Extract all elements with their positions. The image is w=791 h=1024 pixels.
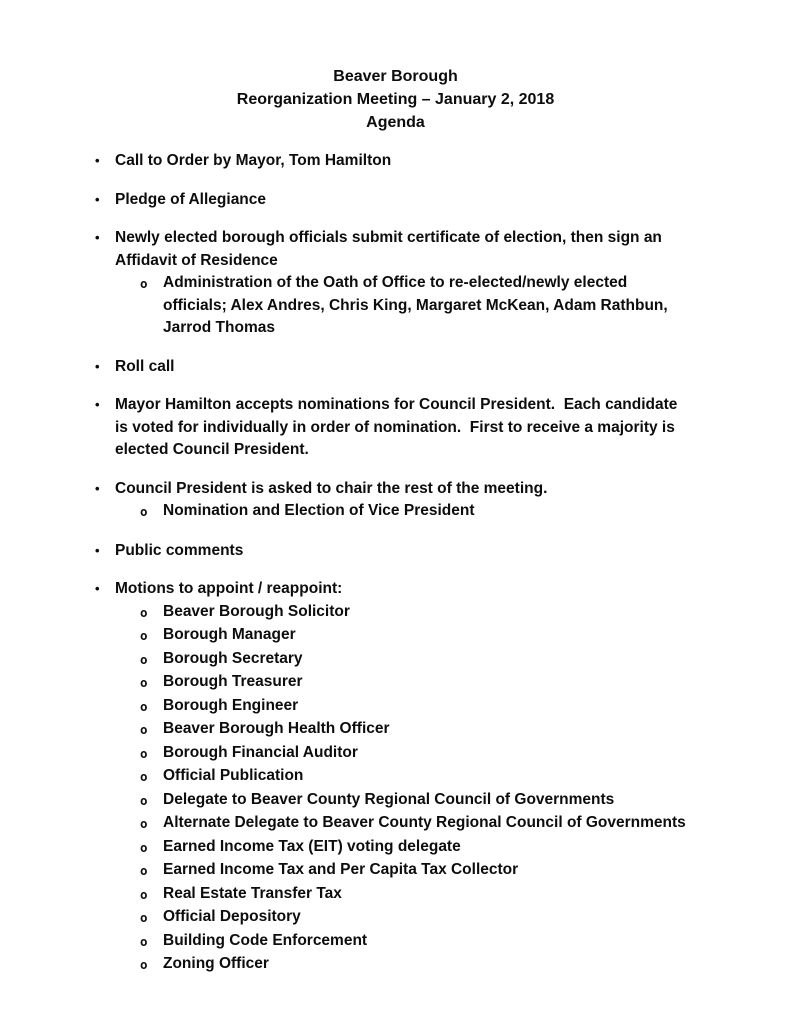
circle-bullet-icon: o — [140, 276, 148, 291]
agenda-subitem — [140, 953, 695, 977]
agenda-subitem-text: Building Code Enforcement — [163, 931, 368, 949]
bullet-icon: • — [95, 191, 100, 207]
agenda-subitem-text: Borough Manager — [163, 626, 296, 643]
agenda-subitem — [140, 624, 695, 648]
agenda-subitem-text: Beaver Borough Health Officer — [163, 720, 390, 737]
agenda-subitem-text: Borough Secretary — [163, 649, 303, 667]
agenda-subitem — [140, 765, 695, 789]
agenda-subitem — [140, 906, 695, 930]
circle-bullet-icon: o — [140, 792, 148, 808]
agenda-subitem-text: Earned Income Tax (EIT) voting delegate — [163, 837, 461, 855]
agenda-subitem — [140, 836, 695, 860]
agenda-item-text: Call to Order by Mayor, Tom Hamilton — [115, 152, 392, 169]
bullet-icon: • — [95, 480, 100, 496]
circle-bullet-icon: o — [140, 504, 148, 519]
agenda-subitem — [140, 742, 695, 766]
bullet-icon: • — [95, 358, 100, 374]
title-line-meeting-date: Reorganization Meeting – January 2, 2018 — [236, 91, 555, 108]
circle-bullet-icon: o — [140, 910, 148, 925]
agenda-subitem — [140, 272, 695, 340]
agenda-item-text: Roll call — [115, 357, 175, 375]
agenda-subitem — [140, 812, 695, 836]
agenda-subitem-text: Alternate Delegate to Beaver County Regional Council of Governments — [163, 814, 686, 831]
circle-bullet-icon: o — [140, 675, 148, 690]
agenda-subitem-text: Beaver Borough Solicitor — [163, 602, 350, 620]
bullet-icon: • — [95, 153, 100, 168]
agenda-subitem — [140, 648, 695, 672]
agenda-subitem — [140, 718, 695, 742]
circle-bullet-icon: o — [140, 957, 148, 972]
agenda-subitem-text: Official Publication — [163, 767, 304, 784]
agenda-item — [95, 227, 695, 272]
circle-bullet-icon: o — [140, 933, 148, 949]
agenda-subitem-text: Zoning Officer — [163, 955, 269, 972]
circle-bullet-icon: o — [140, 745, 148, 761]
agenda-subitem-text: Borough Treasurer — [163, 673, 303, 690]
circle-bullet-icon: o — [140, 886, 148, 902]
agenda-item — [95, 578, 695, 601]
agenda-subitem-text: Administration of the Oath of Office to re-elected/newly elected officials; Alex Andres, Chris King, Margaret McKean, Adam Rathbun, Jarrod Thomas — [163, 274, 673, 336]
agenda-subitem-text: Borough Financial Auditor — [163, 743, 358, 761]
agenda-item-text: Motions to appoint / reappoint: — [115, 580, 343, 597]
agenda-item-text: Council President is asked to chair the rest of the meeting. — [115, 479, 548, 497]
agenda-item — [95, 478, 695, 501]
agenda-subitem — [140, 883, 695, 907]
agenda-item-text: Pledge of Allegiance — [115, 190, 267, 208]
agenda-subitem — [140, 671, 695, 695]
circle-bullet-icon: o — [140, 863, 148, 878]
circle-bullet-icon: o — [140, 604, 148, 620]
agenda-subitem-text: Delegate to Beaver County Regional Council of Governments — [163, 790, 615, 808]
circle-bullet-icon: o — [140, 839, 148, 855]
title-line-org: Beaver Borough — [333, 68, 458, 85]
title-line-agenda: Agenda — [366, 114, 425, 131]
bullet-icon: • — [95, 581, 100, 596]
circle-bullet-icon: o — [140, 722, 148, 737]
agenda-subitem — [140, 601, 695, 625]
agenda-subitem — [140, 695, 695, 719]
agenda-item-text: Public comments — [115, 541, 244, 559]
circle-bullet-icon: o — [140, 816, 148, 831]
agenda-item — [95, 189, 695, 212]
circle-bullet-icon: o — [140, 628, 148, 643]
agenda-subitem — [140, 859, 695, 883]
agenda-item — [95, 150, 695, 173]
agenda-item — [95, 540, 695, 563]
circle-bullet-icon: o — [140, 698, 148, 714]
circle-bullet-icon: o — [140, 769, 148, 784]
agenda-item-text: Mayor Hamilton accepts nominations for Council President. Each candidate is voted for individually in order of nomination. First to receive a majority is elected Council President. — [115, 396, 682, 458]
document-title-block — [0, 0, 791, 134]
agenda-item — [95, 356, 695, 379]
agenda-subitem — [140, 930, 695, 954]
bullet-icon: • — [95, 230, 100, 245]
agenda-subitem-text: Nomination and Election of Vice President — [163, 502, 475, 519]
agenda-subitem-text: Earned Income Tax and Per Capita Tax Collector — [163, 861, 519, 878]
agenda-subitem-text: Borough Engineer — [163, 696, 299, 714]
agenda-subitem-text: Real Estate Transfer Tax — [163, 884, 342, 902]
circle-bullet-icon: o — [140, 651, 148, 667]
agenda-subitem-text: Official Depository — [163, 908, 301, 925]
agenda-item-text: Newly elected borough officials submit certificate of election, then sign an Affidavit of Residence — [115, 229, 666, 269]
agenda-list — [95, 150, 695, 977]
bullet-icon: • — [95, 542, 100, 558]
agenda-subitem — [140, 789, 695, 813]
agenda-item — [95, 394, 695, 462]
agenda-subitem — [140, 500, 695, 524]
bullet-icon: • — [95, 397, 100, 412]
